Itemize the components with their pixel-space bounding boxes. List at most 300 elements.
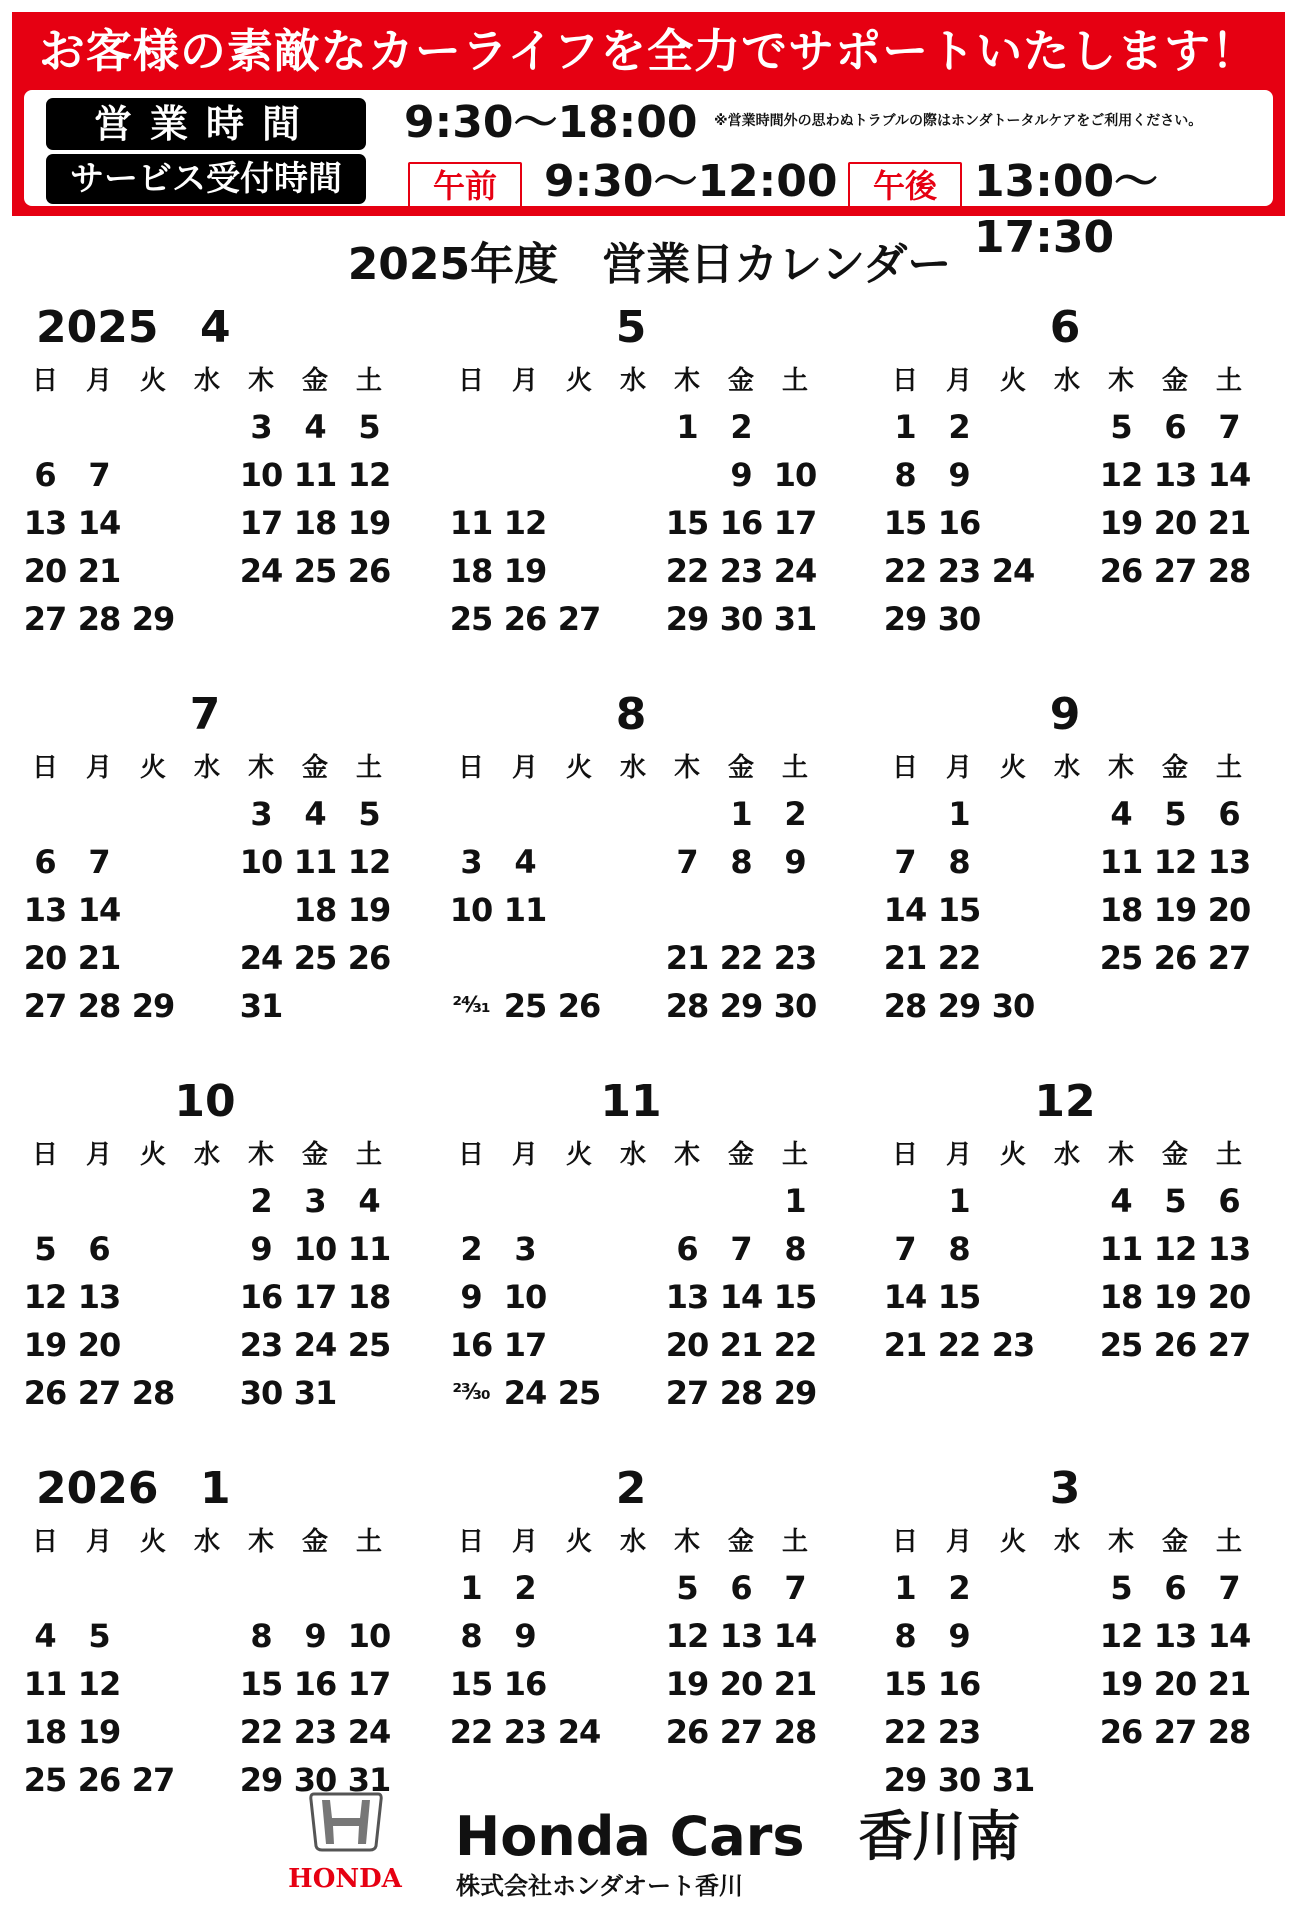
business-date: 6 — [34, 843, 56, 881]
holiday-date: 12 — [554, 887, 604, 933]
business-date: 25 — [293, 552, 337, 590]
business-date: 7 — [894, 843, 916, 881]
business-date: 13 — [23, 891, 67, 929]
month-header — [880, 683, 1250, 743]
business-date: 27 — [665, 1374, 709, 1412]
holiday-date: 6 — [128, 1613, 178, 1659]
business-date: 23 — [991, 1326, 1035, 1364]
holiday-date: 8 — [128, 839, 178, 885]
business-date: 25 — [503, 987, 547, 1025]
holiday-date: 17 — [554, 1661, 604, 1707]
business-date: 16 — [239, 1278, 283, 1316]
business-date: 5 — [358, 408, 380, 446]
weekday-label: 火 — [999, 1140, 1026, 1170]
business-date: 25 — [293, 939, 337, 977]
business-date: 21 — [883, 939, 927, 977]
weekday-label: 木 — [673, 1140, 700, 1170]
weekday-label: 月 — [511, 753, 538, 783]
business-date: 22 — [665, 552, 709, 590]
business-date: 14 — [883, 891, 927, 929]
business-date: 17 — [503, 1326, 547, 1364]
holiday-date: 18 — [500, 935, 550, 981]
business-date: 4 — [304, 408, 326, 446]
holiday-date: 10 — [988, 452, 1038, 498]
business-date: 12 — [1099, 456, 1143, 494]
weekday-label: 月 — [85, 753, 112, 783]
weekday-label: 木 — [1107, 1527, 1134, 1557]
holiday-date: 1 — [236, 1565, 286, 1611]
business-date: 22 — [937, 939, 981, 977]
business-date: 10 — [503, 1278, 547, 1316]
business-date: 4 — [358, 1182, 380, 1220]
month-header — [880, 1457, 1250, 1517]
holiday-date: 22 — [128, 548, 178, 594]
business-date: 21 — [1207, 1665, 1251, 1703]
holiday-date: 17 — [1042, 1274, 1092, 1320]
business-date: 6 — [1164, 1569, 1186, 1607]
business-date: 23 — [719, 552, 763, 590]
holiday-date: 17 — [988, 1661, 1038, 1707]
business-date: 30 — [719, 600, 763, 638]
weekday-label: 水 — [193, 753, 220, 783]
holiday-date: 7 — [128, 1226, 178, 1272]
business-date: 4 — [514, 843, 536, 881]
business-date: 27 — [1207, 1326, 1251, 1364]
business-date: 16 — [937, 504, 981, 542]
month-header — [880, 1070, 1250, 1130]
holiday-date: 10 — [1042, 1226, 1092, 1272]
holiday-date: 1 — [128, 791, 178, 837]
holiday-date: 16 — [182, 500, 232, 546]
weekday-label: 火 — [565, 1527, 592, 1557]
business-date: 20 — [1153, 1665, 1197, 1703]
business-date: 21 — [773, 1665, 817, 1703]
business-date: 13 — [1153, 456, 1197, 494]
holiday-date: 11 — [554, 1274, 604, 1320]
business-date: 8 — [894, 1617, 916, 1655]
business-date: 13 — [77, 1278, 121, 1316]
business-date: 5 — [1164, 795, 1186, 833]
holiday-date: 18 — [554, 1322, 604, 1368]
weekday-label: 水 — [1053, 753, 1080, 783]
holiday-date: 29 — [934, 1370, 984, 1416]
weekday-label: 火 — [139, 1527, 166, 1557]
weekday-label: 日 — [891, 1527, 918, 1557]
business-date: 30 — [773, 987, 817, 1025]
business-date: 28 — [77, 600, 121, 638]
business-date: 1 — [948, 795, 970, 833]
month-label: 7 — [189, 689, 221, 740]
business-date: 30 — [991, 987, 1035, 1025]
holiday-date: 28 — [608, 596, 658, 642]
holiday-date: 12 — [608, 1274, 658, 1320]
holiday-date: 13 — [554, 500, 604, 546]
business-date: 25 — [557, 1374, 601, 1412]
business-hours-label: 営業時間 — [46, 98, 366, 150]
business-date: 29 — [883, 600, 927, 638]
business-date: 13 — [1207, 1230, 1251, 1268]
business-date: 2 — [250, 1182, 272, 1220]
business-date: 26 — [557, 987, 601, 1025]
business-date: 24 — [773, 552, 817, 590]
holiday-date: 5 — [608, 1226, 658, 1272]
business-date: 5 — [34, 1230, 56, 1268]
holiday-date: 18 — [1042, 1661, 1092, 1707]
month-header — [446, 1070, 816, 1130]
business-date: 8 — [948, 1230, 970, 1268]
business-date: 19 — [1153, 891, 1197, 929]
business-date: 10 — [293, 1230, 337, 1268]
business-date: 14 — [1207, 1617, 1251, 1655]
holiday-date: 3 — [344, 1565, 394, 1611]
business-date: 21 — [77, 939, 121, 977]
business-date: 20 — [1207, 1278, 1251, 1316]
holiday-date: 10 — [1042, 839, 1092, 885]
holiday-date: 9 — [182, 452, 232, 498]
business-date: 25 — [347, 1326, 391, 1364]
business-date: 7 — [676, 843, 698, 881]
business-date: 6 — [1218, 795, 1240, 833]
business-date: 19 — [1153, 1278, 1197, 1316]
business-date: 7 — [1218, 1569, 1240, 1607]
business-date: 19 — [503, 552, 547, 590]
weekday-label: 日 — [457, 1527, 484, 1557]
business-date: 4 — [1110, 795, 1132, 833]
weekday-label: 水 — [1053, 1527, 1080, 1557]
business-date: 29 — [719, 987, 763, 1025]
holiday-date: 13 — [608, 887, 658, 933]
weekday-label: 日 — [31, 1527, 58, 1557]
business-date: 27 — [1153, 1713, 1197, 1751]
holiday-date: 14 — [182, 1661, 232, 1707]
weekday-label: 木 — [247, 1140, 274, 1170]
business-hours: 9:30～18:00 — [404, 97, 698, 148]
business-date: 6 — [1164, 408, 1186, 446]
business-date: 11 — [449, 504, 493, 542]
business-date: 22 — [773, 1326, 817, 1364]
business-date: 26 — [1099, 1713, 1143, 1751]
month-label: 6 — [1049, 302, 1081, 353]
business-date: 23 — [773, 939, 817, 977]
business-date: 5 — [88, 1617, 110, 1655]
holiday-date: 23 — [988, 935, 1038, 981]
business-date: 19 — [347, 891, 391, 929]
dealer-name: Honda Cars 香川南 — [455, 1805, 1021, 1868]
calendar-title: 2025年度 営業日カレンダー — [347, 239, 952, 290]
month-label: 9 — [1049, 689, 1081, 740]
business-date: 30 — [293, 1761, 337, 1799]
holiday-date: 4 — [446, 452, 496, 498]
business-date: 11 — [1099, 843, 1143, 881]
business-date: 4 — [304, 795, 326, 833]
holiday-date: 29 — [182, 1370, 232, 1416]
holiday-date: 7 — [182, 1613, 232, 1659]
business-date: 11 — [347, 1230, 391, 1268]
business-date: 24 — [347, 1713, 391, 1751]
business-date: 13 — [23, 504, 67, 542]
year-label: 2025 — [36, 302, 159, 353]
weekday-label: 火 — [565, 753, 592, 783]
business-date: 24 — [557, 1713, 601, 1751]
business-date: 16 — [503, 1665, 547, 1703]
business-date: 27 — [23, 600, 67, 638]
business-date: 14 — [77, 891, 121, 929]
holiday-date: 4 — [1042, 1565, 1092, 1611]
business-date: 10 — [239, 456, 283, 494]
business-date: 27 — [23, 987, 67, 1025]
holiday-date: 28 — [182, 1757, 232, 1803]
business-date: 27 — [131, 1761, 175, 1799]
business-date: 9 — [514, 1617, 536, 1655]
holiday-date: 16 — [770, 887, 820, 933]
holiday-date: 17 — [1042, 887, 1092, 933]
business-date: 21 — [883, 1326, 927, 1364]
business-date: 11 — [23, 1665, 67, 1703]
business-date: 8 — [894, 456, 916, 494]
weekday-label: 木 — [673, 753, 700, 783]
business-date: 28 — [665, 987, 709, 1025]
business-date: 15 — [665, 504, 709, 542]
header-banner — [12, 12, 1285, 263]
holiday-date: 5 — [554, 839, 604, 885]
business-date: 26 — [347, 939, 391, 977]
business-date: 1 — [784, 1182, 806, 1220]
holiday-date: 9 — [182, 839, 232, 885]
business-date: 11 — [293, 843, 337, 881]
business-date: 23 — [937, 1713, 981, 1751]
month-header — [446, 683, 816, 743]
year-label: 2026 — [36, 1463, 159, 1514]
holiday-date: 4 — [608, 1565, 658, 1611]
weekday-label: 木 — [1107, 753, 1134, 783]
business-date: 12 — [665, 1617, 709, 1655]
business-date: 22 — [883, 1713, 927, 1751]
business-date: 12 — [1153, 1230, 1197, 1268]
business-date: 21 — [1207, 504, 1251, 542]
weekday-label: 日 — [31, 1140, 58, 1170]
holiday-date: 30 — [988, 1370, 1038, 1416]
business-date: 27 — [557, 600, 601, 638]
business-date: 28 — [131, 1374, 175, 1412]
business-date: 24 — [991, 552, 1035, 590]
weekday-label: 木 — [247, 1527, 274, 1557]
weekday-label: 月 — [945, 1140, 972, 1170]
holiday-date: 5 — [500, 452, 550, 498]
holiday-date: 3 — [988, 404, 1038, 450]
business-date: 30 — [239, 1374, 283, 1412]
business-date: 14 — [1207, 456, 1251, 494]
business-date: 13 — [1207, 843, 1251, 881]
business-date: 19 — [347, 504, 391, 542]
business-date: 27 — [719, 1713, 763, 1751]
business-date: 24 — [293, 1326, 337, 1364]
holiday-date: 13 — [128, 1661, 178, 1707]
holiday-date: 11 — [1042, 452, 1092, 498]
business-date: 16 — [293, 1665, 337, 1703]
business-date: 5 — [1110, 408, 1132, 446]
business-date: 25 — [449, 600, 493, 638]
service-hours-label: サービス受付時間 — [46, 154, 366, 204]
business-date: 2 — [948, 408, 970, 446]
business-date: 31 — [991, 1761, 1035, 1799]
business-date: 2 — [948, 1569, 970, 1607]
business-date: 21 — [665, 939, 709, 977]
business-date: 24 — [503, 1374, 547, 1412]
holiday-date: 17 — [236, 887, 286, 933]
holiday-date: 8 — [662, 452, 712, 498]
weekday-label: 火 — [565, 366, 592, 396]
holiday-date: 3 — [988, 1565, 1038, 1611]
business-date: 25 — [1099, 1326, 1143, 1364]
business-date: 26 — [1099, 552, 1143, 590]
weekday-label: 月 — [945, 753, 972, 783]
weekday-label: 水 — [619, 753, 646, 783]
business-date: 1 — [676, 408, 698, 446]
business-date: 15 — [937, 1278, 981, 1316]
weekday-label: 水 — [619, 366, 646, 396]
weekday-label: 土 — [1215, 366, 1242, 396]
weekday-label: 木 — [673, 366, 700, 396]
business-date: 12 — [1099, 1617, 1143, 1655]
business-date: 5 — [358, 795, 380, 833]
holiday-date: 15 — [128, 887, 178, 933]
weekday-label: 木 — [1107, 366, 1134, 396]
business-date: 20 — [1207, 891, 1251, 929]
business-date: 1 — [460, 1569, 482, 1607]
business-date: 29 — [131, 600, 175, 638]
business-date: 29 — [665, 600, 709, 638]
business-date: 5 — [1164, 1182, 1186, 1220]
business-date: 18 — [347, 1278, 391, 1316]
business-date: 27 — [1153, 552, 1197, 590]
holiday-date: 6 — [554, 452, 604, 498]
holiday-date: 30 — [182, 596, 232, 642]
holiday-date: 21 — [182, 1709, 232, 1755]
weekday-label: 金 — [727, 1140, 754, 1170]
weekday-label: 火 — [139, 1140, 166, 1170]
holiday-date: 16 — [988, 1274, 1038, 1320]
business-date: 8 — [784, 1230, 806, 1268]
weekday-label: 土 — [781, 1527, 808, 1557]
business-date: 23 — [293, 1713, 337, 1751]
weekday-label: 土 — [1215, 1527, 1242, 1557]
weekday-label: 月 — [945, 1527, 972, 1557]
month-header — [446, 1457, 816, 1517]
holiday-date: 25 — [1042, 1709, 1092, 1755]
business-date: 31 — [347, 1761, 391, 1799]
business-date: 7 — [784, 1569, 806, 1607]
holiday-date: 28 — [880, 1370, 930, 1416]
business-date: 30 — [937, 600, 981, 638]
business-date: 3 — [460, 843, 482, 881]
weekday-label: 水 — [1053, 366, 1080, 396]
business-date: 12 — [23, 1278, 67, 1316]
business-date: 2 — [514, 1569, 536, 1607]
business-date: 24 — [239, 939, 283, 977]
business-date: 26 — [1153, 939, 1197, 977]
business-date: 14 — [883, 1278, 927, 1316]
business-date: 10 — [773, 456, 817, 494]
weekday-label: 金 — [727, 366, 754, 396]
holiday-date: 21 — [608, 548, 658, 594]
holiday-date: 4 — [1042, 404, 1092, 450]
holiday-date: 20 — [608, 935, 658, 981]
business-date: 29 — [239, 1761, 283, 1799]
weekday-label: 水 — [619, 1140, 646, 1170]
business-date: 21 — [77, 552, 121, 590]
business-date: 8 — [250, 1617, 272, 1655]
month-label: 8 — [615, 689, 647, 740]
month-header — [20, 1070, 390, 1130]
business-date: 28 — [883, 987, 927, 1025]
weekday-label: 金 — [301, 366, 328, 396]
month-label: 1 — [200, 1463, 231, 1514]
holiday-date: 9 — [988, 839, 1038, 885]
holiday-date: 14 — [662, 887, 712, 933]
holiday-date: 21 — [128, 1322, 178, 1368]
business-date: 23 — [239, 1326, 283, 1364]
business-date: 29 — [773, 1374, 817, 1412]
business-date: 28 — [719, 1374, 763, 1412]
holiday-date: 27 — [608, 983, 658, 1029]
business-date: 19 — [23, 1326, 67, 1364]
business-date: 6 — [676, 1230, 698, 1268]
weekday-label: 月 — [85, 1140, 112, 1170]
business-date: 6 — [88, 1230, 110, 1268]
business-date: 20 — [1153, 504, 1197, 542]
weekday-label: 土 — [781, 366, 808, 396]
holiday-date: 3 — [1042, 791, 1092, 837]
holiday-date: 3 — [1042, 1178, 1092, 1224]
holiday-date: 7 — [608, 452, 658, 498]
business-date: 31 — [239, 987, 283, 1025]
weekday-label: 木 — [673, 1527, 700, 1557]
business-date: 22 — [719, 939, 763, 977]
weekday-label: 金 — [301, 1140, 328, 1170]
holiday-date: 3 — [770, 404, 820, 450]
weekday-label: 金 — [727, 1527, 754, 1557]
weekday-label: 火 — [139, 753, 166, 783]
holiday-date: 10 — [988, 1613, 1038, 1659]
business-date: 27 — [77, 1374, 121, 1412]
weekday-label: 日 — [457, 366, 484, 396]
business-date: 13 — [1153, 1617, 1197, 1655]
business-date: 15 — [239, 1665, 283, 1703]
weekday-label: 木 — [247, 366, 274, 396]
weekday-label: 金 — [727, 753, 754, 783]
business-date: 20 — [23, 939, 67, 977]
weekday-label: 土 — [355, 1140, 382, 1170]
weekday-label: 土 — [355, 366, 382, 396]
business-date: 10 — [239, 843, 283, 881]
business-date: 12 — [1153, 843, 1197, 881]
weekday-label: 月 — [511, 366, 538, 396]
holiday-date: 23 — [182, 935, 232, 981]
business-date: ²⁴⁄₃₁ — [452, 993, 490, 1018]
business-date: 12 — [77, 1665, 121, 1703]
holiday-date: 25 — [608, 1709, 658, 1755]
holiday-date: 23 — [182, 548, 232, 594]
weekday-label: 月 — [511, 1140, 538, 1170]
weekday-label: 土 — [1215, 753, 1242, 783]
business-date: 8 — [730, 843, 752, 881]
holiday-date: 15 — [716, 887, 766, 933]
business-date: 26 — [347, 552, 391, 590]
weekday-label: 木 — [1107, 1140, 1134, 1170]
holiday-date: 15 — [128, 500, 178, 546]
holiday-date: 25 — [1042, 548, 1092, 594]
business-date: 15 — [883, 1665, 927, 1703]
